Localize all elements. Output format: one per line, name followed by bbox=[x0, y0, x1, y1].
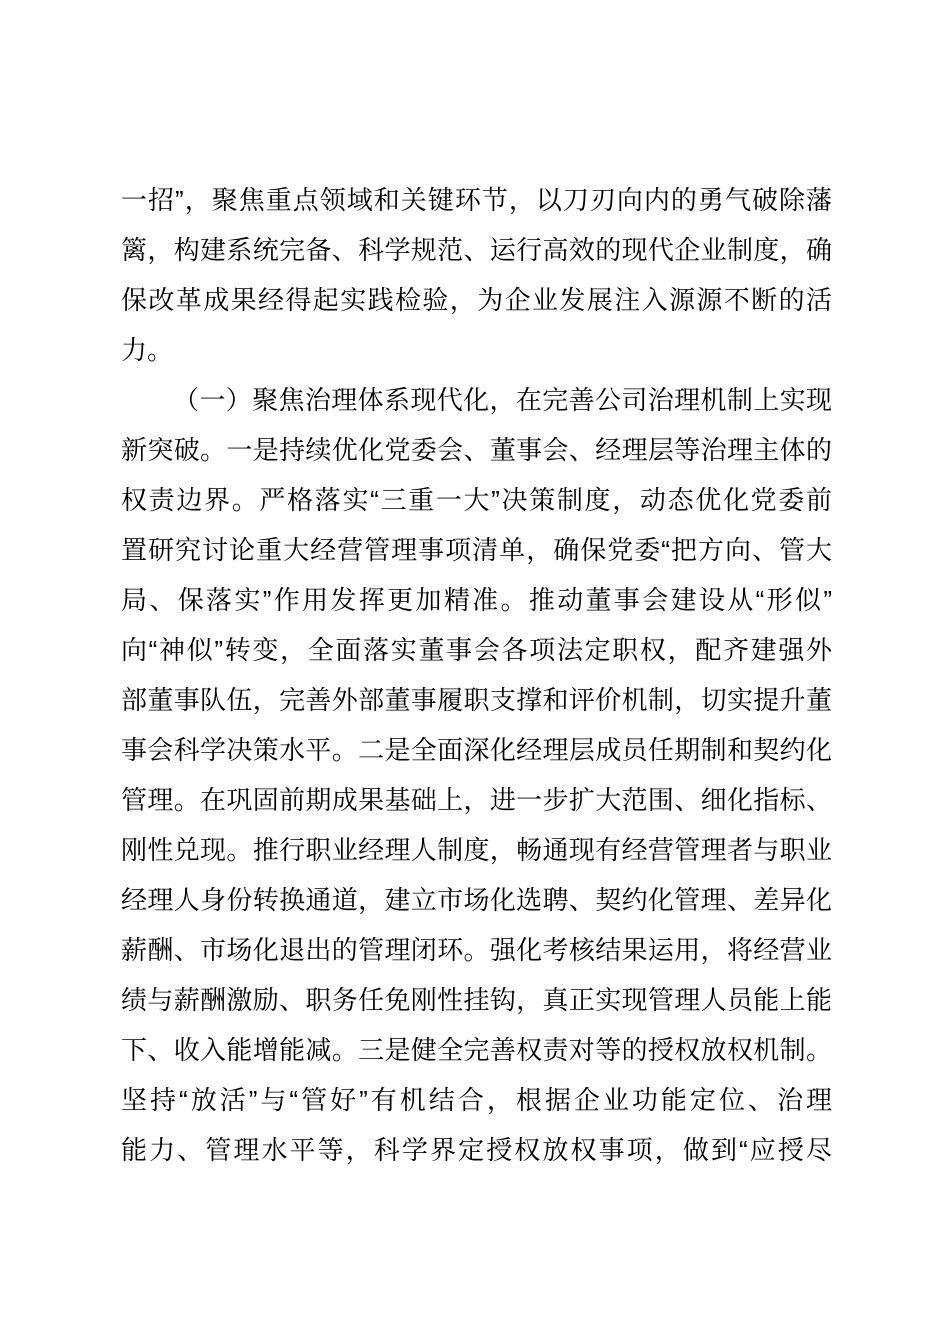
text-line: 事会科学决策水平。二是全面深化经理层成员任期制和契约化 bbox=[121, 735, 832, 765]
text-line: 向“神似”转变，全面落实董事会各项法定职权，配齐建强外 bbox=[121, 635, 832, 665]
text-line: 置研究讨论重大经营管理事项清单，确保党委“把方向、管大 bbox=[121, 535, 832, 565]
text-line: （一）聚焦治理体系现代化，在完善公司治理机制上实现 bbox=[173, 385, 832, 415]
text-line: 薪酬、市场化退出的管理闭环。强化考核结果运用，将经营业 bbox=[121, 935, 832, 965]
text-line: 力。 bbox=[121, 335, 174, 365]
text-line: 刚性兑现。推行职业经理人制度，畅通现有经营管理者与职业 bbox=[121, 835, 832, 865]
text-line: 新突破。一是持续优化党委会、董事会、经理层等治理主体的 bbox=[121, 435, 832, 465]
text-line: 部董事队伍，完善外部董事履职支撑和评价机制，切实提升董 bbox=[121, 685, 832, 715]
text-line: 一招”，聚焦重点领域和关键环节，以刀刃向内的勇气破除藩 bbox=[121, 185, 832, 215]
text-line: 局、保落实”作用发挥更加精准。推动董事会建设从“形似” bbox=[121, 585, 832, 615]
text-line: 保改革成果经得起实践检验，为企业发展注入源源不断的活 bbox=[121, 285, 832, 315]
text-line: 下、收入能增能减。三是健全完善权责对等的授权放权机制。 bbox=[121, 1035, 832, 1065]
body-text bbox=[121, 175, 832, 1175]
text-line: 权责边界。严格落实“三重一大”决策制度，动态优化党委前 bbox=[121, 485, 832, 515]
text-line: 篱，构建系统完备、科学规范、运行高效的现代企业制度，确 bbox=[121, 235, 832, 265]
text-line: 能力、管理水平等，科学界定授权放权事项，做到“应授尽 bbox=[121, 1135, 832, 1165]
text-line: 经理人身份转换通道，建立市场化选聘、契约化管理、差异化 bbox=[121, 885, 832, 915]
text-line: 绩与薪酬激励、职务任免刚性挂钩，真正实现管理人员能上能 bbox=[121, 985, 832, 1015]
text-line: 管理。在巩固前期成果基础上，进一步扩大范围、细化指标、 bbox=[121, 785, 832, 815]
text-line: 坚持“放活”与“管好”有机结合，根据企业功能定位、治理 bbox=[121, 1085, 832, 1115]
